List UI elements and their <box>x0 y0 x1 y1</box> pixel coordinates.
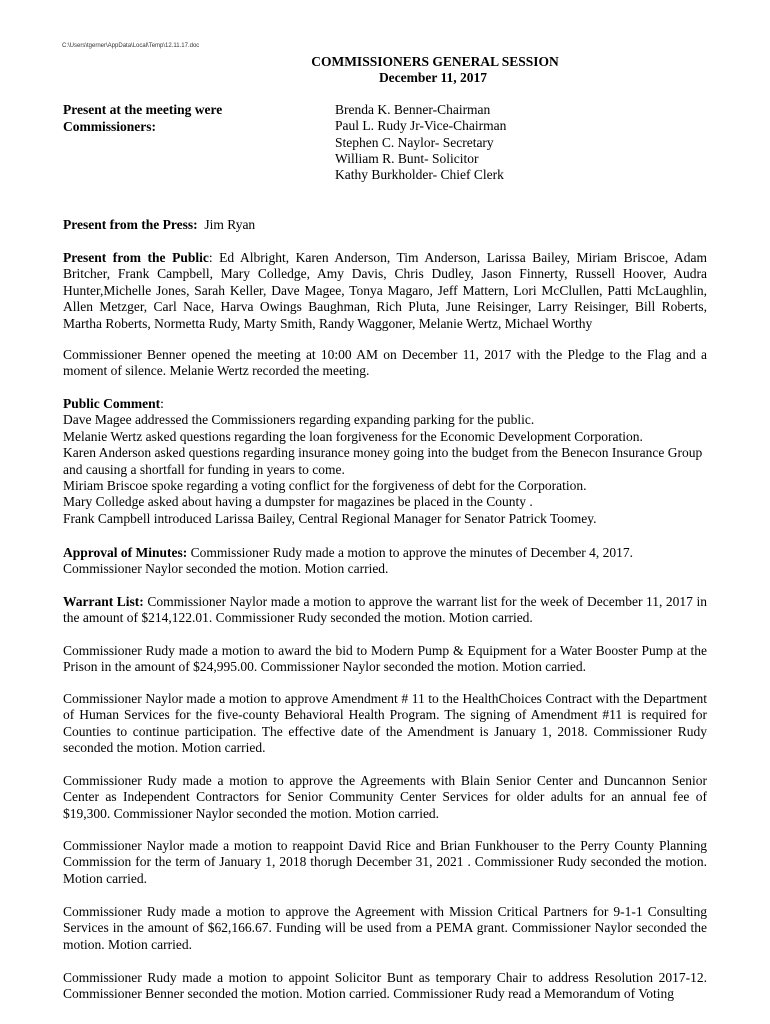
minutes-label: Approval of Minutes: <box>63 545 188 560</box>
public-section <box>63 250 707 332</box>
officer-secretary: Stephen C. Naylor- Secretary <box>335 134 494 150</box>
minutes-section <box>63 545 707 578</box>
resolution-motion-text: Commissioner Rudy made a motion to appoint Solicitor Bunt as temporary Chair to address Resolution 2017-12. Commissioner Benner seconded the motion. Motion carried. Commissioner Rudy read a Memorandum of Voting <box>63 970 707 1002</box>
officer-chairman: Brenda K. Benner-Chairman <box>335 102 491 117</box>
mission-critical-motion-text: Commissioner Rudy made a motion to approve the Agreement with Mission Critical Partners for 9-1-1 Consulting Services in the amount of $62,166.67. Funding will be used from a PEMA grant. Commissioner Naylor seconded the motion. Motion carried. <box>63 904 707 952</box>
press-label: Present from the Press: <box>63 217 198 232</box>
comment-line: Frank Campbell introduced Larissa Bailey, Central Regional Manager for Senator Patrick Toomey. <box>63 510 597 526</box>
present-label-line1: Present at the meeting were <box>63 102 223 117</box>
file-path: C:\Users\tgerner\AppData\Local\Temp\12.11.17.doc <box>62 43 200 49</box>
comment-line: Dave Magee addressed the Commissioners regarding expanding parking for the public. <box>63 412 535 428</box>
warrant-label: Warrant List: <box>63 594 144 609</box>
officers-list <box>335 102 506 183</box>
planning-motion-text: Commissioner Naylor made a motion to reappoint David Rice and Brian Funkhouser to the Perry County Planning Commission for the term of January 1, 2018 thorugh December 31, 2021 . Commissioner Rudy seconded the motion. Motion carried. <box>63 838 707 886</box>
present-label <box>63 102 222 135</box>
warrant-text: Commissioner Naylor made a motion to approve the warrant list for the week of December 11, 2017 in the amount of $214,122.01. Commissioner Rudy seconded the motion. Motion carried. <box>63 594 707 626</box>
resolution-motion <box>63 970 707 1003</box>
warrant-section <box>63 594 707 627</box>
comment-line: Miriam Briscoe spoke regarding a voting conflict for the forgiveness of debt for the Corporation. <box>63 478 587 494</box>
page-title: COMMISSIONERS GENERAL SESSION <box>311 54 559 69</box>
public-comment-label: Public Comment <box>63 396 161 411</box>
planning-motion <box>63 838 707 887</box>
amendment-motion-text: Commissioner Naylor made a motion to approve Amendment # 11 to the HealthChoices Contract with the Department of Human Services for the five-county Behavioral Health Program. The signing of Amendment #11 is required for Counties to continue participation. The effective date of the Amendment is January 1, 2018. Commissioner Rudy seconded the motion. Motion carried. <box>63 691 707 756</box>
amendment-motion <box>63 691 707 757</box>
comment-line: Melanie Wertz asked questions regarding the loan forgiveness for the Economic Development Corporation. <box>63 428 643 444</box>
public-label: Present from the Public <box>63 250 209 265</box>
pump-motion-text: Commissioner Rudy made a motion to award the bid to Modern Pump & Equipment for a Water Booster Pump at the Prison in the amount of $24,995.00. Commissioner Naylor seconded the motion. Motion carried. <box>63 643 707 675</box>
minutes-text: Commissioner Rudy made a motion to approve the minutes of December 4, 2017. Commissioner Naylor seconded the motion. Motion carried. <box>63 545 634 577</box>
comment-line: Mary Colledge asked about having a dumpster for magazines be placed in the County . <box>63 494 533 510</box>
officer-vice-chairman: Paul L. Rudy Jr-Vice-Chairman <box>335 118 507 134</box>
officer-chief-clerk: Kathy Burkholder- Chief Clerk <box>335 167 504 183</box>
public-attendees: : Ed Albright, Karen Anderson, Tim Anderson, Larissa Bailey, Miriam Briscoe, Adam Britcher, Frank Campbell, Mary Colledge, Amy Davis, Chris Dudley, Jason Finnerty, Russell Hoover, Audra Hunter,Michelle Jones, Sarah Keller, Dave Magee, Tonya Magaro, Jeff Mattern, Lori McClullen, Patti McLaughlin, Allen Metzger, Carl Nace, Harva Owings Baughman, Rich Pluta, June Reisinger, Larry Reisinger, Bill Roberts, Martha Roberts, Normetta Rudy, Marty Smith, Randy Waggoner, Melanie Wertz, Michael Worthy <box>63 250 708 331</box>
press-value: Jim Ryan <box>204 217 256 232</box>
senior-center-motion <box>63 773 707 822</box>
press-section <box>63 217 707 233</box>
pump-motion <box>63 643 707 676</box>
opening-text: Commissioner Benner opened the meeting at 10:00 AM on December 11, 2017 with the Pledge to the Flag and a moment of silence. Melanie Wertz recorded the meeting. <box>63 347 707 379</box>
officer-solicitor: William R. Bunt- Solicitor <box>335 150 479 166</box>
public-comment-section: Public Comment: Dave Magee addressed the Commissioners regarding expanding parking for the public. Melanie Wertz asked questions regarding the loan forgiveness for the Economic Development Corporation. Karen Anderson asked questions regarding insurance money going into the budget from the Benecon Insurance Group and causing a shortfall for funding in years to come. Miriam Briscoe spoke regarding a voting conflict for the forgiveness of debt for the Corporation. Mary Colledge asked about having a dumpster for magazines be placed in the County . Frank Campbell introduced Larissa Bailey, Central Regional Manager for Senator Patrick Toomey. <box>63 396 707 527</box>
meeting-date: December 11, 2017 <box>378 70 488 85</box>
senior-center-motion-text: Commissioner Rudy made a motion to approve the Agreements with Blain Senior Center and Duncannon Senior Center as Independent Contractors for Senior Community Center Services for older adults for an annual fee of $19,300. Commissioner Naylor seconded the motion. Motion carried. <box>63 773 707 821</box>
opening-paragraph <box>63 347 707 380</box>
comment-line: Karen Anderson asked questions regarding insurance money going into the budget from the Benecon Insurance Group and causing a shortfall for funding in years to come. <box>63 445 703 477</box>
mission-critical-motion <box>63 904 707 953</box>
present-label-line2: Commissioners: <box>63 118 156 134</box>
